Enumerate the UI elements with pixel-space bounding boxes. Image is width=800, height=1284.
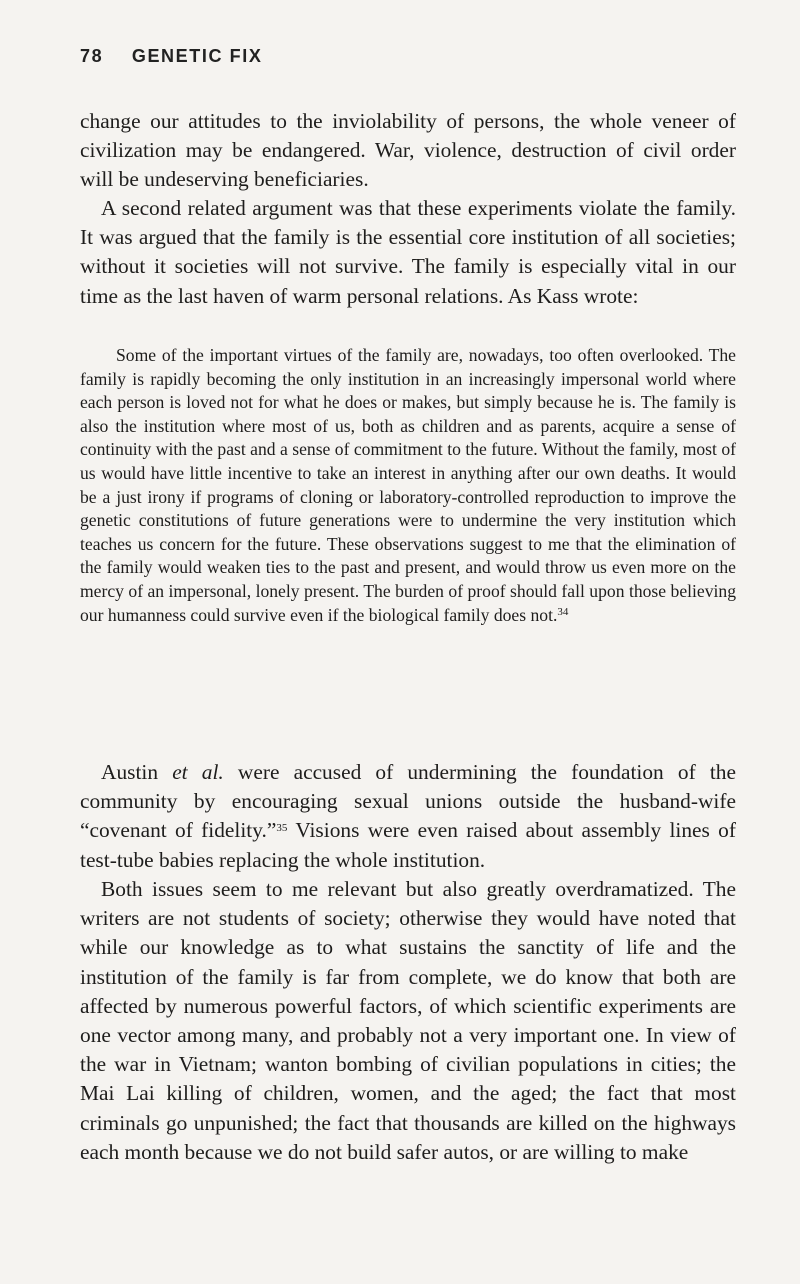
block-quote (80, 344, 736, 627)
paragraph-4: Both issues seem to me relevant but also greatly overdramatized. The writers are not students of society; otherwise they would have noted that while our knowledge as to what sustains the sanctity of life and the institution of the family is far from complete, we do know that both are affected by numerous powerful factors, of which scientific experiments are one vector among many, and probably not a very important one. In view of the war in Vietnam; wanton bombing of civilian populations in cities; the Mai Lai killing of children, women, and the aged; the fact that most criminals go unpunished; the fact that thousands are killed on the highways each month because we do not build safer autos, or are willing to make (80, 877, 736, 1164)
paragraph-3-start: Austin (101, 760, 173, 784)
paragraph-3-mid: were accused of undermining the foundation of the community by encouraging sexual unions outside the husband-wife “covenant of fidelity.” (80, 760, 736, 843)
running-title: GENETIC FIX (131, 46, 263, 66)
paragraph-3-italic: et al. (172, 760, 224, 784)
running-header (80, 46, 262, 67)
paragraph-1: change our attitudes to the inviolability of persons, the whole veneer of civilization may be endangered. War, violence, destruction of civil order will be undeserving beneficiaries. (80, 109, 736, 192)
paragraph-3-end: Visions were even raised about assembly lines of test-tube babies replacing the whole institution. (80, 818, 736, 872)
paragraph-3 (80, 758, 736, 875)
page-number: 78 (80, 46, 104, 66)
paragraph-2: A second related argument was that these experiments violate the family. It was argued that the family is the essential core institution of all societies; without it societies will not survive. The family is especially vital in our time as the last haven of warm personal relations. As Kass wrote: (80, 196, 736, 308)
footnote-ref-34: 34 (557, 605, 569, 618)
block-quote-text: Some of the important virtues of the family are, nowadays, too often overlooked. The family is rapidly becoming the only institution in an increasingly impersonal world where each person is loved not for what he does or makes, but simply because he is. The family is also the institution where most of us, both as children and as parents, acquire a sense of continuity with the past and a sense of commitment to the future. Without the family, most of us would have little incentive to take an interest in anything after our own deaths. It would be a just irony if programs of cloning or laboratory-controlled reproduction to improve the genetic constitutions of future generations were to undermine the very institution which teaches us concern for the future. These observations suggest to me that the elimination of the family would weaken ties to the past and present, and would throw us even more on the mercy of an impersonal, lonely present. The burden of proof should fall upon those believing our humanness could survive even if the biological family does not. (80, 345, 736, 625)
footnote-ref-35: 35 (276, 822, 288, 835)
